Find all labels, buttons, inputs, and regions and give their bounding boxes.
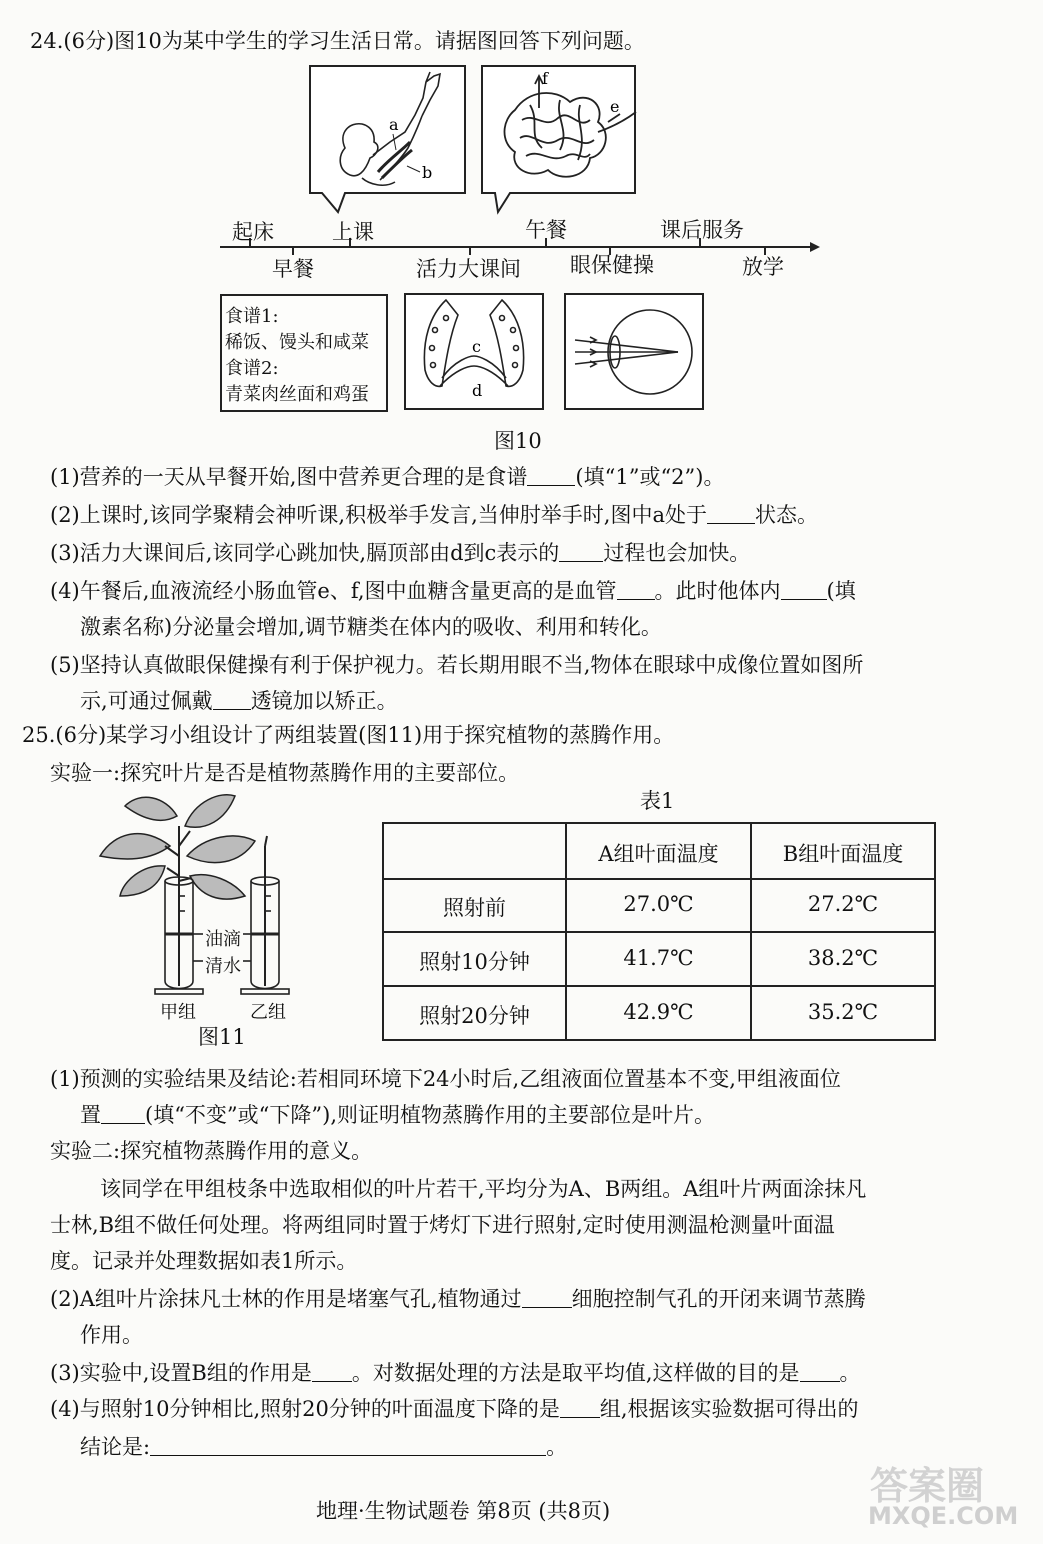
figure-11-caption: 图11 bbox=[198, 1025, 246, 1049]
q24-part-1: (1)营养的一天从早餐开始,图中营养更合理的是食谱 (填“1”或“2”)。 bbox=[50, 465, 725, 489]
q24-part-4-cont: 激素名称)分泌量会增加,调节糖类在体内的吸收、利用和转化。 bbox=[80, 615, 662, 639]
table-cell: 27.2℃ bbox=[807, 892, 879, 916]
answer-blank[interactable] bbox=[101, 1103, 145, 1124]
table-cell: 35.2℃ bbox=[807, 1000, 879, 1024]
answer-blank[interactable] bbox=[312, 1361, 352, 1382]
answer-blank[interactable] bbox=[800, 1361, 840, 1382]
timeline-label-6: 眼保健操 bbox=[570, 253, 654, 277]
q24-part-4: (4)午餐后,血液流经小肠血管e、f,图中血糖含量更高的是血管 。此时他体内 (填 bbox=[50, 579, 856, 603]
answer-blank[interactable] bbox=[150, 1435, 546, 1456]
arm-panel bbox=[310, 66, 465, 212]
recipe-1-title: 食谱1: bbox=[225, 306, 279, 327]
answer-blank[interactable] bbox=[522, 1287, 572, 1308]
q25-header: 25.(6分)某学习小组设计了两组装置(图11)用于探究植物的蒸腾作用。 bbox=[22, 723, 675, 747]
table-cell: 27.0℃ bbox=[623, 892, 694, 916]
answer-blank[interactable] bbox=[527, 465, 575, 486]
q24-part-3: (3)活力大课间后,该同学心跳加快,膈顶部由d到c表示的 过程也会加快。 bbox=[50, 541, 751, 565]
table-header: B组叶面温度 bbox=[782, 842, 904, 866]
q25-part-2-cont: 作用。 bbox=[80, 1323, 143, 1347]
table-header: A组叶面温度 bbox=[598, 842, 719, 866]
q25-paragraph-line-3: 度。记录并处理数据如表1所示。 bbox=[50, 1249, 358, 1273]
answer-blank[interactable] bbox=[559, 541, 603, 562]
watermark-url: MXQE.COM bbox=[868, 1502, 1019, 1530]
q24-part-5-cont: 示,可通过佩戴 透镜加以矫正。 bbox=[80, 689, 398, 713]
recipe-box bbox=[220, 294, 388, 412]
label-f: f bbox=[542, 69, 548, 88]
recipe-2-title: 食谱2: bbox=[225, 358, 279, 379]
timeline-label-1: 上课 bbox=[332, 220, 374, 244]
q25-part-3: (3)实验中,设置B组的作用是 。对数据处理的方法是取平均值,这样做的目的是 。 bbox=[50, 1361, 861, 1385]
q25-part-4: (4)与照射10分钟相比,照射20分钟的叶面温度下降的是 组,根据该实验数据可得出的 bbox=[50, 1397, 859, 1421]
q25-part-1: (1)预测的实验结果及结论:若相同环境下24小时后,乙组液面位置基本不变,甲组液面位 bbox=[50, 1067, 841, 1091]
answer-blank[interactable] bbox=[560, 1397, 600, 1418]
q25-part-2: (2)A组叶片涂抹凡士林的作用是堵塞气孔,植物通过 细胞控制气孔的开闭来调节蒸腾 bbox=[50, 1287, 866, 1311]
label-oil: 油滴 bbox=[205, 929, 241, 950]
label-water: 清水 bbox=[205, 956, 241, 977]
figure-10-caption: 图10 bbox=[494, 429, 542, 453]
timeline-label-0: 起床 bbox=[232, 220, 274, 244]
plant-leaves bbox=[100, 795, 255, 899]
q25-part-1-cont: 置 (填“不变”或“下降”),则证明植物蒸腾作用的主要部位是叶片。 bbox=[80, 1103, 716, 1127]
recipe-1-body: 稀饭、馒头和咸菜 bbox=[225, 332, 369, 353]
table-cell: 38.2℃ bbox=[807, 946, 879, 970]
q24-header: 24.(6分)图10为某中学生的学习生活日常。请据图回答下列问题。 bbox=[30, 29, 645, 53]
q24-part-2: (2)上课时,该同学聚精会神听课,积极举手发言,当伸肘举手时,图中a处于 状态。 bbox=[50, 503, 818, 527]
label-yi: 乙组 bbox=[250, 1002, 286, 1023]
watermark-logo: 答案圈 bbox=[870, 1464, 985, 1508]
table-cell: 照射10分钟 bbox=[419, 950, 530, 974]
timeline-label-4: 早餐 bbox=[272, 257, 314, 281]
label-b: b bbox=[422, 163, 433, 182]
table-cell: 照射20分钟 bbox=[419, 1004, 530, 1028]
q24-part-5: (5)坚持认真做眼保健操有利于保护视力。若长期用眼不当,物体在眼球中成像位置如图所 bbox=[50, 653, 864, 677]
timeline-label-2: 午餐 bbox=[525, 218, 567, 242]
label-a: a bbox=[389, 115, 399, 134]
label-jia: 甲组 bbox=[160, 1002, 196, 1023]
page-footer: 地理·生物试题卷 第8页 (共8页) bbox=[316, 1499, 611, 1523]
figure-11 bbox=[95, 786, 315, 1026]
answer-blank[interactable] bbox=[213, 689, 251, 710]
answer-blank[interactable] bbox=[781, 579, 827, 600]
table-1 bbox=[382, 822, 936, 1041]
answer-blank[interactable] bbox=[617, 579, 655, 600]
recipe-2-body: 青菜肉丝面和鸡蛋 bbox=[225, 384, 369, 405]
label-d: d bbox=[472, 381, 483, 400]
label-c: c bbox=[472, 337, 481, 356]
answer-blank[interactable] bbox=[707, 503, 755, 524]
q25-paragraph-line-1: 该同学在甲组枝条中选取相似的叶片若干,平均分为A、B两组。A组叶片两面涂抹凡 bbox=[100, 1177, 867, 1201]
table-cell: 41.7℃ bbox=[623, 946, 694, 970]
label-e: e bbox=[610, 97, 620, 116]
timeline-label-7: 放学 bbox=[742, 255, 784, 279]
table-1-title: 表1 bbox=[640, 789, 675, 813]
q25-exp2: 实验二:探究植物蒸腾作用的意义。 bbox=[50, 1139, 373, 1163]
q25-paragraph-line-2: 士林,B组不做任何处理。将两组同时置于烤灯下进行照射,定时使用测温枪测量叶面温 bbox=[50, 1213, 835, 1237]
table-cell: 42.9℃ bbox=[623, 1000, 694, 1024]
timeline-label-3: 课后服务 bbox=[660, 218, 744, 242]
timeline-label-5: 活力大课间 bbox=[416, 257, 521, 281]
table-cell: 照射前 bbox=[443, 896, 506, 920]
q25-exp1: 实验一:探究叶片是否是植物蒸腾作用的主要部位。 bbox=[50, 761, 520, 785]
q25-part-4-cont: 结论是: 。 bbox=[80, 1435, 568, 1459]
